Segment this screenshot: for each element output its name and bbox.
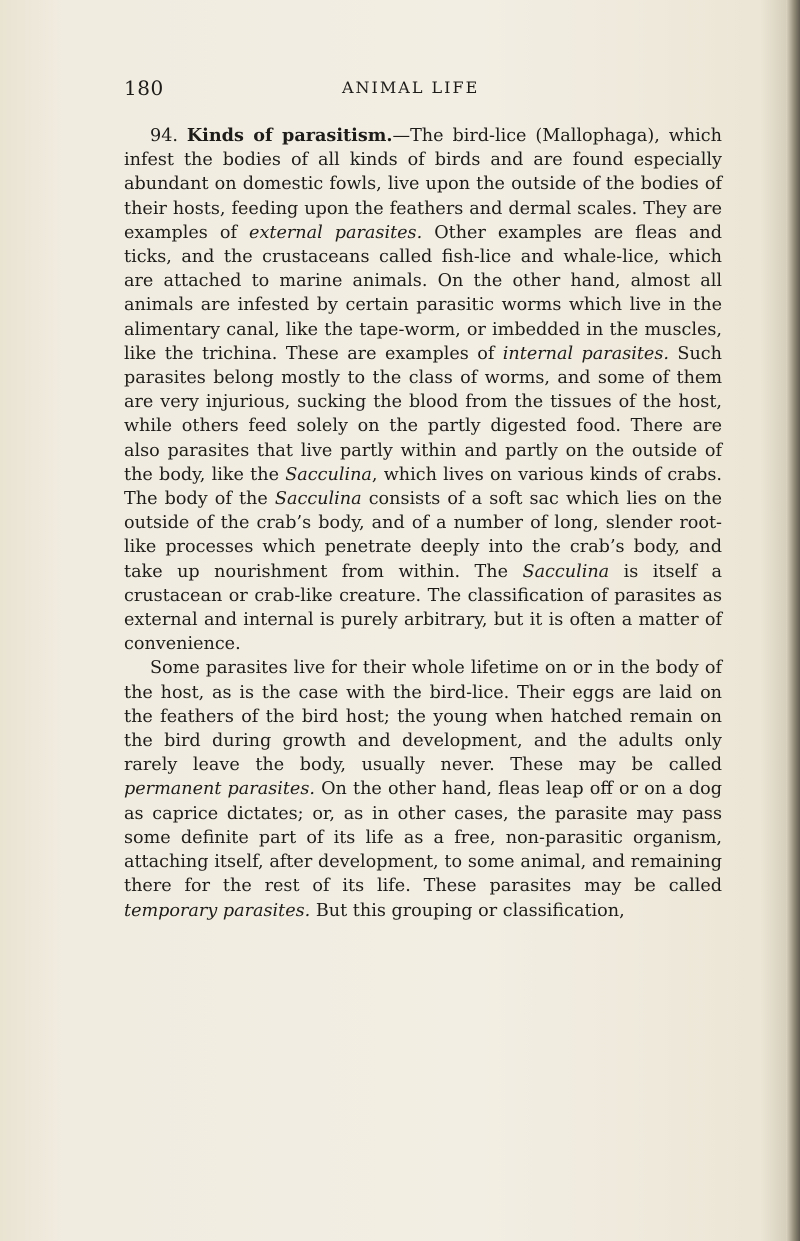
text-run: Such parasites belong mostly to the class of worms, and some of them are very injurious, sucking the blood from the tissues of the host, while others feed solely on the partly digested food. There are also parasites that live partly within and partly on the outside of the body, like the <box>124 343 722 485</box>
section-number: 94. <box>150 126 178 146</box>
term-internal-parasites: internal parasites. <box>502 343 669 364</box>
page-edge-shadow <box>786 0 800 1241</box>
text-run: is itself a crustacean or crab-like creature. The classification of parasites as external and internal is purely arbitrary, but it is often a matter of convenience. <box>124 561 723 655</box>
page-number: 180 <box>124 76 164 100</box>
text-run: , which lives on various kinds of crabs. The body of the <box>124 464 722 510</box>
running-head: ANIMAL LIFE <box>342 78 480 97</box>
text-run: Some parasites live for their whole lifetime on or in the body of the host, as is the case with the bird-lice. Their eggs are laid on the feathers of the bird host; the young when hatched remain on the bird during growth and development, and the adults only rarely leave the body, usually never. These may be called <box>124 658 722 776</box>
text-run: But this grouping or classification, <box>310 900 625 921</box>
body-text <box>124 124 722 923</box>
text-run: On the other hand, fleas leap off or on a dog as caprice dictates; or, as in other cases, the parasite may pass some definite part of its life as a free, non-parasitic organism, attaching itself, after development, to some animal, and remaining there for the rest of its life. These parasites may be called <box>124 779 723 897</box>
term-temporary-parasites: temporary parasites. <box>124 900 311 921</box>
term-permanent-parasites: permanent parasites. <box>124 779 315 800</box>
text-run: —The bird-lice (Mallophaga), which infest the bodies of all kinds of birds and are found especially abundant on domestic fowls, live upon the outside of the bodies of their hosts, feeding upon the feathers and dermal scales. They are examples of <box>124 126 722 243</box>
term-external-parasites: external parasites. <box>249 222 423 243</box>
page-header <box>124 76 724 106</box>
term-sacculina: Sacculina <box>285 464 372 485</box>
term-sacculina: Sacculina <box>522 561 610 582</box>
text-run: consists of a soft sac which lies on the outside of the crab’s body, and of a number of long, slender root-like processes which penetrate deeply into the crab’s body, and take up nourishment from within. The <box>124 489 722 582</box>
paragraph-permanent-temporary <box>124 656 722 922</box>
term-sacculina: Sacculina <box>274 489 362 510</box>
paragraph-kinds-of-parasitism <box>124 124 722 656</box>
text-run: Other examples are fleas and ticks, and the crustaceans called fish-lice and whale-lice, which are attached to marine animals. On the other hand, almost all animals are infested by certain parasitic worms which live in the alimentary canal, like the tape-worm, or imbedded in the muscles, like the trichina. These are examples of <box>124 222 722 364</box>
section-title: Kinds of parasitism. <box>186 125 393 146</box>
